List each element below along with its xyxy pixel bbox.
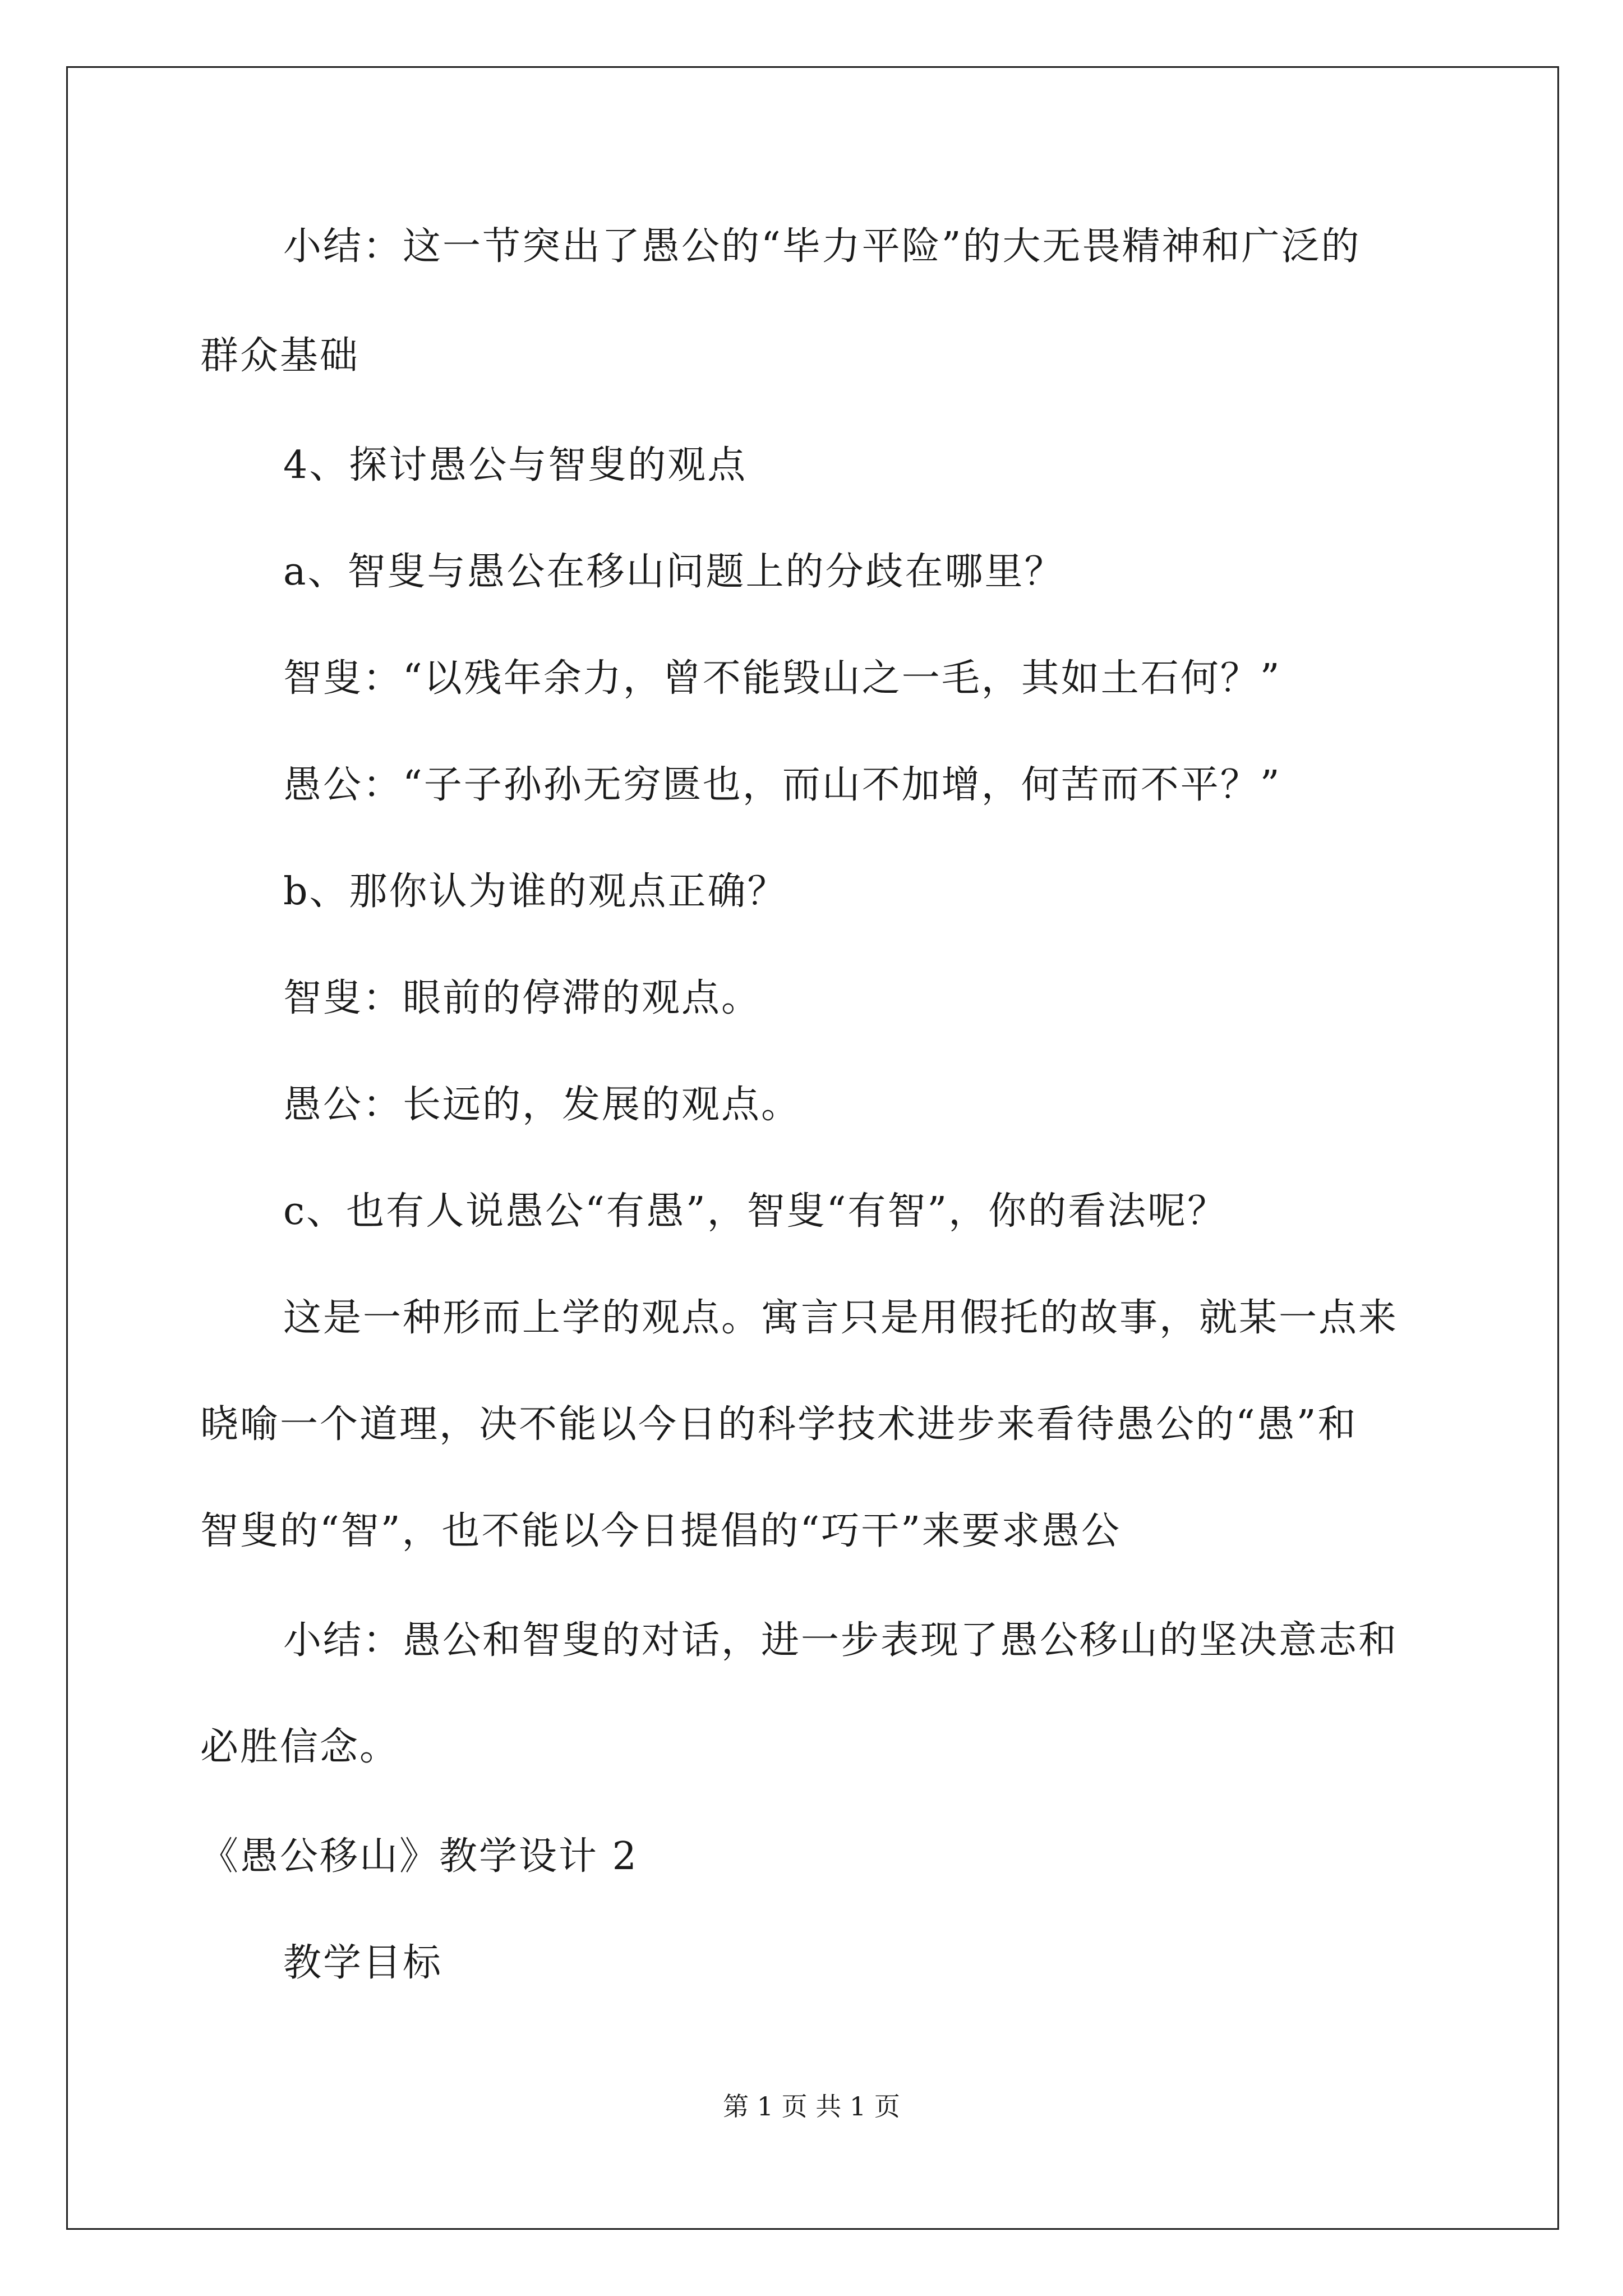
paragraph-summary-2-line-1: 小结：愚公和智叟的对话，进一步表现了愚公移山的坚决意志和: [283, 1618, 1399, 1663]
paragraph-analysis-line-1: 这是一种形而上学的观点。寓言只是用假托的故事，就某一点来: [283, 1296, 1399, 1340]
paragraph-analysis-line-3: 智叟的“智”，也不能以今日提倡的“巧干”来要求愚公: [200, 1509, 1122, 1553]
paragraph-summary-1-line-2: 群众基础: [200, 334, 360, 378]
section-heading-4: 4、探讨愚公与智叟的观点: [283, 443, 748, 487]
page-border: [66, 66, 1559, 2230]
quote-yugong: 愚公：“子子孙孙无穷匮也，而山不加增，何苦而不平？”: [283, 763, 1281, 807]
answer-zhisou: 智叟：眼前的停滞的观点。: [283, 976, 762, 1020]
question-b: b、那你认为谁的观点正确？: [283, 869, 787, 914]
quote-zhisou: 智叟：“以残年余力，曾不能毁山之一毛，其如土石何？”: [283, 656, 1281, 701]
section-title-design-2: 《愚公移山》教学设计 2: [200, 1834, 638, 1879]
paragraph-summary-1-line-1: 小结：这一节突出了愚公的“毕力平险”的大无畏精神和广泛的: [283, 224, 1361, 269]
answer-yugong: 愚公：长远的，发展的观点。: [283, 1083, 801, 1127]
subheading-teaching-goals: 教学目标: [283, 1941, 443, 1985]
page-footer: 第 1 页 共 1 页: [723, 2091, 900, 2122]
paragraph-summary-2-line-2: 必胜信念。: [200, 1725, 400, 1769]
question-a: a、智叟与愚公在移山问题上的分歧在哪里？: [283, 550, 1064, 594]
question-c: c、也有人说愚公“有愚”，智叟“有智”，你的看法呢？: [283, 1189, 1228, 1234]
paragraph-analysis-line-2: 晓喻一个道理，决不能以今日的科学技术进步来看待愚公的“愚”和: [200, 1402, 1358, 1447]
